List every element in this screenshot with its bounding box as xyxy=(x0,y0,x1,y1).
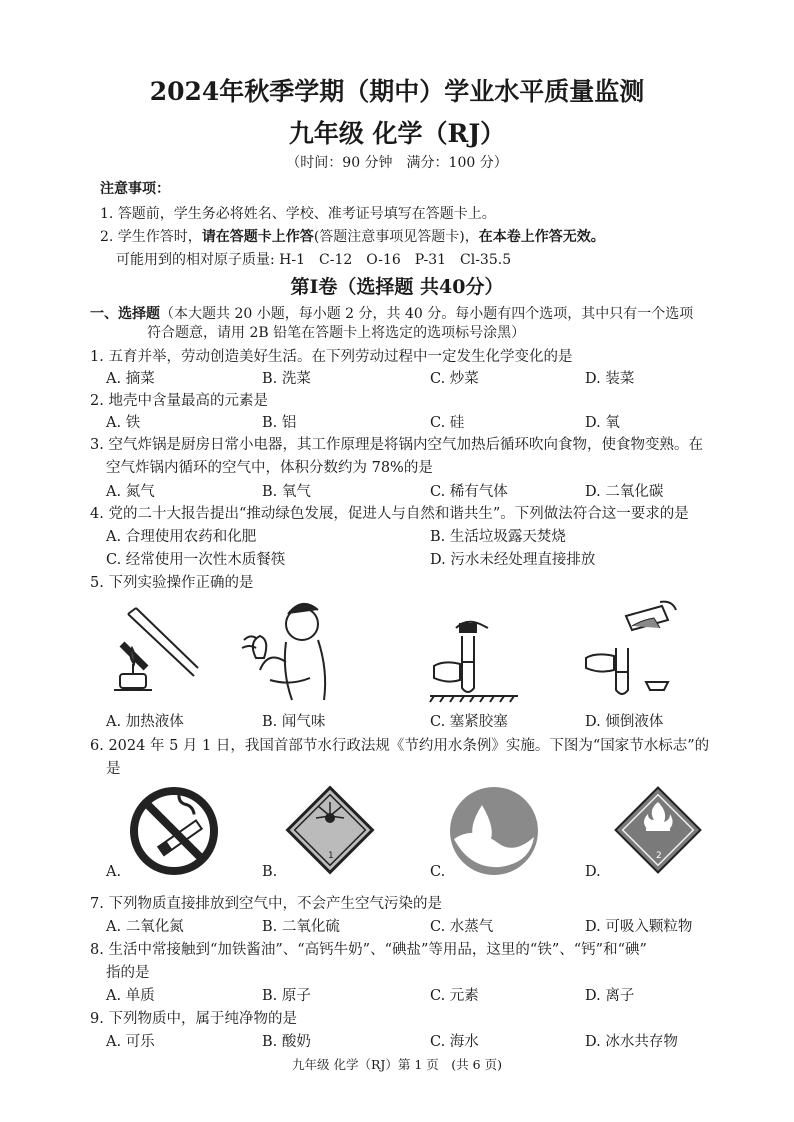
question-7-stem: 7. 下列物质直接排放到空气中，不会产生空气污染的是 xyxy=(90,896,442,912)
question-8-option-d: D. 离子 xyxy=(585,988,635,1004)
question-8-stem: 8. 生活中常接触到“加铁酱油”、“高钙牛奶”、“碘盐”等用品，这里的“铁”、“钙”和“碘” xyxy=(90,942,647,958)
notes-heading: 注意事项： xyxy=(100,181,170,197)
atomic-masses xyxy=(116,249,511,269)
question-8-option-b: B. 原子 xyxy=(262,988,311,1004)
heating-liquid-figure xyxy=(106,604,206,704)
question-8-option-a: A. 单质 xyxy=(106,988,155,1004)
question-9-option-a: A. 可乐 xyxy=(106,1034,155,1050)
question-3-option-b: B. 氧气 xyxy=(262,484,311,500)
question-6-stem-2: 是 xyxy=(106,761,121,777)
question-5-option-a: A. 加热液体 xyxy=(106,714,184,730)
note-item-2-bold2: 在本卷上作答无效。 xyxy=(478,229,605,245)
question-1-stem: 1. 五育并举，劳动创造美好生活。在下列劳动过程中一定发生化学变化的是 xyxy=(90,349,573,365)
question-2-option-c: C. 硅 xyxy=(430,415,465,431)
question-5-option-b: B. 闻气味 xyxy=(262,714,326,730)
stopper-figure xyxy=(424,602,524,706)
sign-d-number: 2 xyxy=(656,851,662,861)
water-saving-sign-icon xyxy=(446,783,542,879)
section-title: 第Ⅰ卷（选择题 共40分） xyxy=(290,276,504,298)
note-item-2-mid: (答题注意事项见答题卡)， xyxy=(313,229,479,245)
no-smoking-sign-icon xyxy=(128,785,220,877)
question-4-option-d: D. 污水未经处理直接排放 xyxy=(430,552,596,568)
time-info: （时间：90 分钟 满分：100 分） xyxy=(286,155,508,171)
question-1-option-a: A. 摘菜 xyxy=(106,371,155,387)
exam-subtitle: 九年级 化学（RJ） xyxy=(288,119,506,148)
explosive-sign-icon xyxy=(282,782,378,878)
question-6-stem: 6. 2024 年 5 月 1 日，我国首部节水行政法规《节约用水条例》实施。下图为“国家节水标志”的 xyxy=(90,738,710,754)
atomic-values: H-1 C-12 O-16 P-31 Cl-35.5 xyxy=(279,252,512,268)
note-item-2 xyxy=(100,226,605,246)
question-2-stem: 2. 地壳中含量最高的元素是 xyxy=(90,393,268,409)
question-1-option-c: C. 炒菜 xyxy=(430,371,479,387)
question-9-option-b: B. 酸奶 xyxy=(262,1034,311,1050)
question-7-option-d: D. 可吸入颗粒物 xyxy=(585,919,693,935)
note-item-2-bold1: 请在答题卡上作答 xyxy=(201,229,314,245)
question-3-option-d: D. 二氧化碳 xyxy=(585,484,664,500)
note-item-1: 1. 答题前，学生务必将姓名、学校、准考证号填写在答题卡上。 xyxy=(100,206,496,222)
question-7-option-b: B. 二氧化硫 xyxy=(262,919,340,935)
sign-b-number: 1 xyxy=(328,851,334,861)
smelling-odor-figure xyxy=(236,600,336,706)
question-6-option-d: D. xyxy=(585,864,601,880)
question-6-option-c: C. xyxy=(430,864,446,880)
question-7-option-a: A. 二氧化氮 xyxy=(106,919,184,935)
question-5-option-d: D. 倾倒液体 xyxy=(585,714,664,730)
page-footer: 九年级 化学（RJ）第 1 页 (共 6 页) xyxy=(292,1057,502,1072)
question-6-option-a: A. xyxy=(106,864,122,880)
question-4-option-a: A. 合理使用农药和化肥 xyxy=(106,529,257,545)
question-2-option-d: D. 氧 xyxy=(585,415,620,431)
section-intro-line2: 符合题意，请用 2B 铅笔在答题卡上将选定的选项标号涂黑） xyxy=(147,325,526,341)
question-3-option-c: C. 稀有气体 xyxy=(430,484,508,500)
section-intro-text1: （本大题共 20 小题，每小题 2 分，共 40 分。每小题有四个选项，其中只有一个选项 xyxy=(160,306,694,322)
question-3-stem-2: 空气炸锅内循环的空气中，体积分数约为 78%的是 xyxy=(106,460,433,476)
question-3-stem: 3. 空气炸锅是厨房日常小电器，其工作原理是将锅内空气加热后循环吹向食物，使食物变熟。在 xyxy=(90,437,703,453)
note-item-2-pre: 2. 学生作答时， xyxy=(100,229,202,245)
question-4-option-b: B. 生活垃圾露天焚烧 xyxy=(430,529,566,545)
atomic-label: 可能用到的相对原子质量: xyxy=(116,252,275,268)
flammable-sign-icon xyxy=(610,782,706,878)
question-9-option-c: C. 海水 xyxy=(430,1034,479,1050)
question-5-option-c: C. 塞紧胶塞 xyxy=(430,714,508,730)
pouring-liquid-figure xyxy=(576,598,686,706)
question-3-option-a: A. 氮气 xyxy=(106,484,155,500)
question-2-option-b: B. 铝 xyxy=(262,415,297,431)
question-9-stem: 9. 下列物质中，属于纯净物的是 xyxy=(90,1011,297,1027)
question-5-stem: 5. 下列实验操作正确的是 xyxy=(90,575,254,591)
question-4-option-c: C. 经常使用一次性木质餐筷 xyxy=(106,552,286,568)
question-1-option-d: D. 装菜 xyxy=(585,371,635,387)
section-intro-line1 xyxy=(90,303,693,323)
question-2-option-a: A. 铁 xyxy=(106,415,141,431)
question-9-option-d: D. 冰水共存物 xyxy=(585,1034,678,1050)
section-intro-label: 一、选择题 xyxy=(90,306,160,322)
question-8-stem-2: 指的是 xyxy=(106,965,150,981)
question-8-option-c: C. 元素 xyxy=(430,988,479,1004)
exam-title: 2024年秋季学期（期中）学业水平质量监测 xyxy=(149,77,645,106)
question-4-stem: 4. 党的二十大报告提出“推动绿色发展，促进人与自然和谐共生”。下列做法符合这一要求的是 xyxy=(90,506,689,522)
question-1-option-b: B. 洗菜 xyxy=(262,371,311,387)
question-6-option-b: B. xyxy=(262,864,278,880)
question-7-option-c: C. 水蒸气 xyxy=(430,919,494,935)
